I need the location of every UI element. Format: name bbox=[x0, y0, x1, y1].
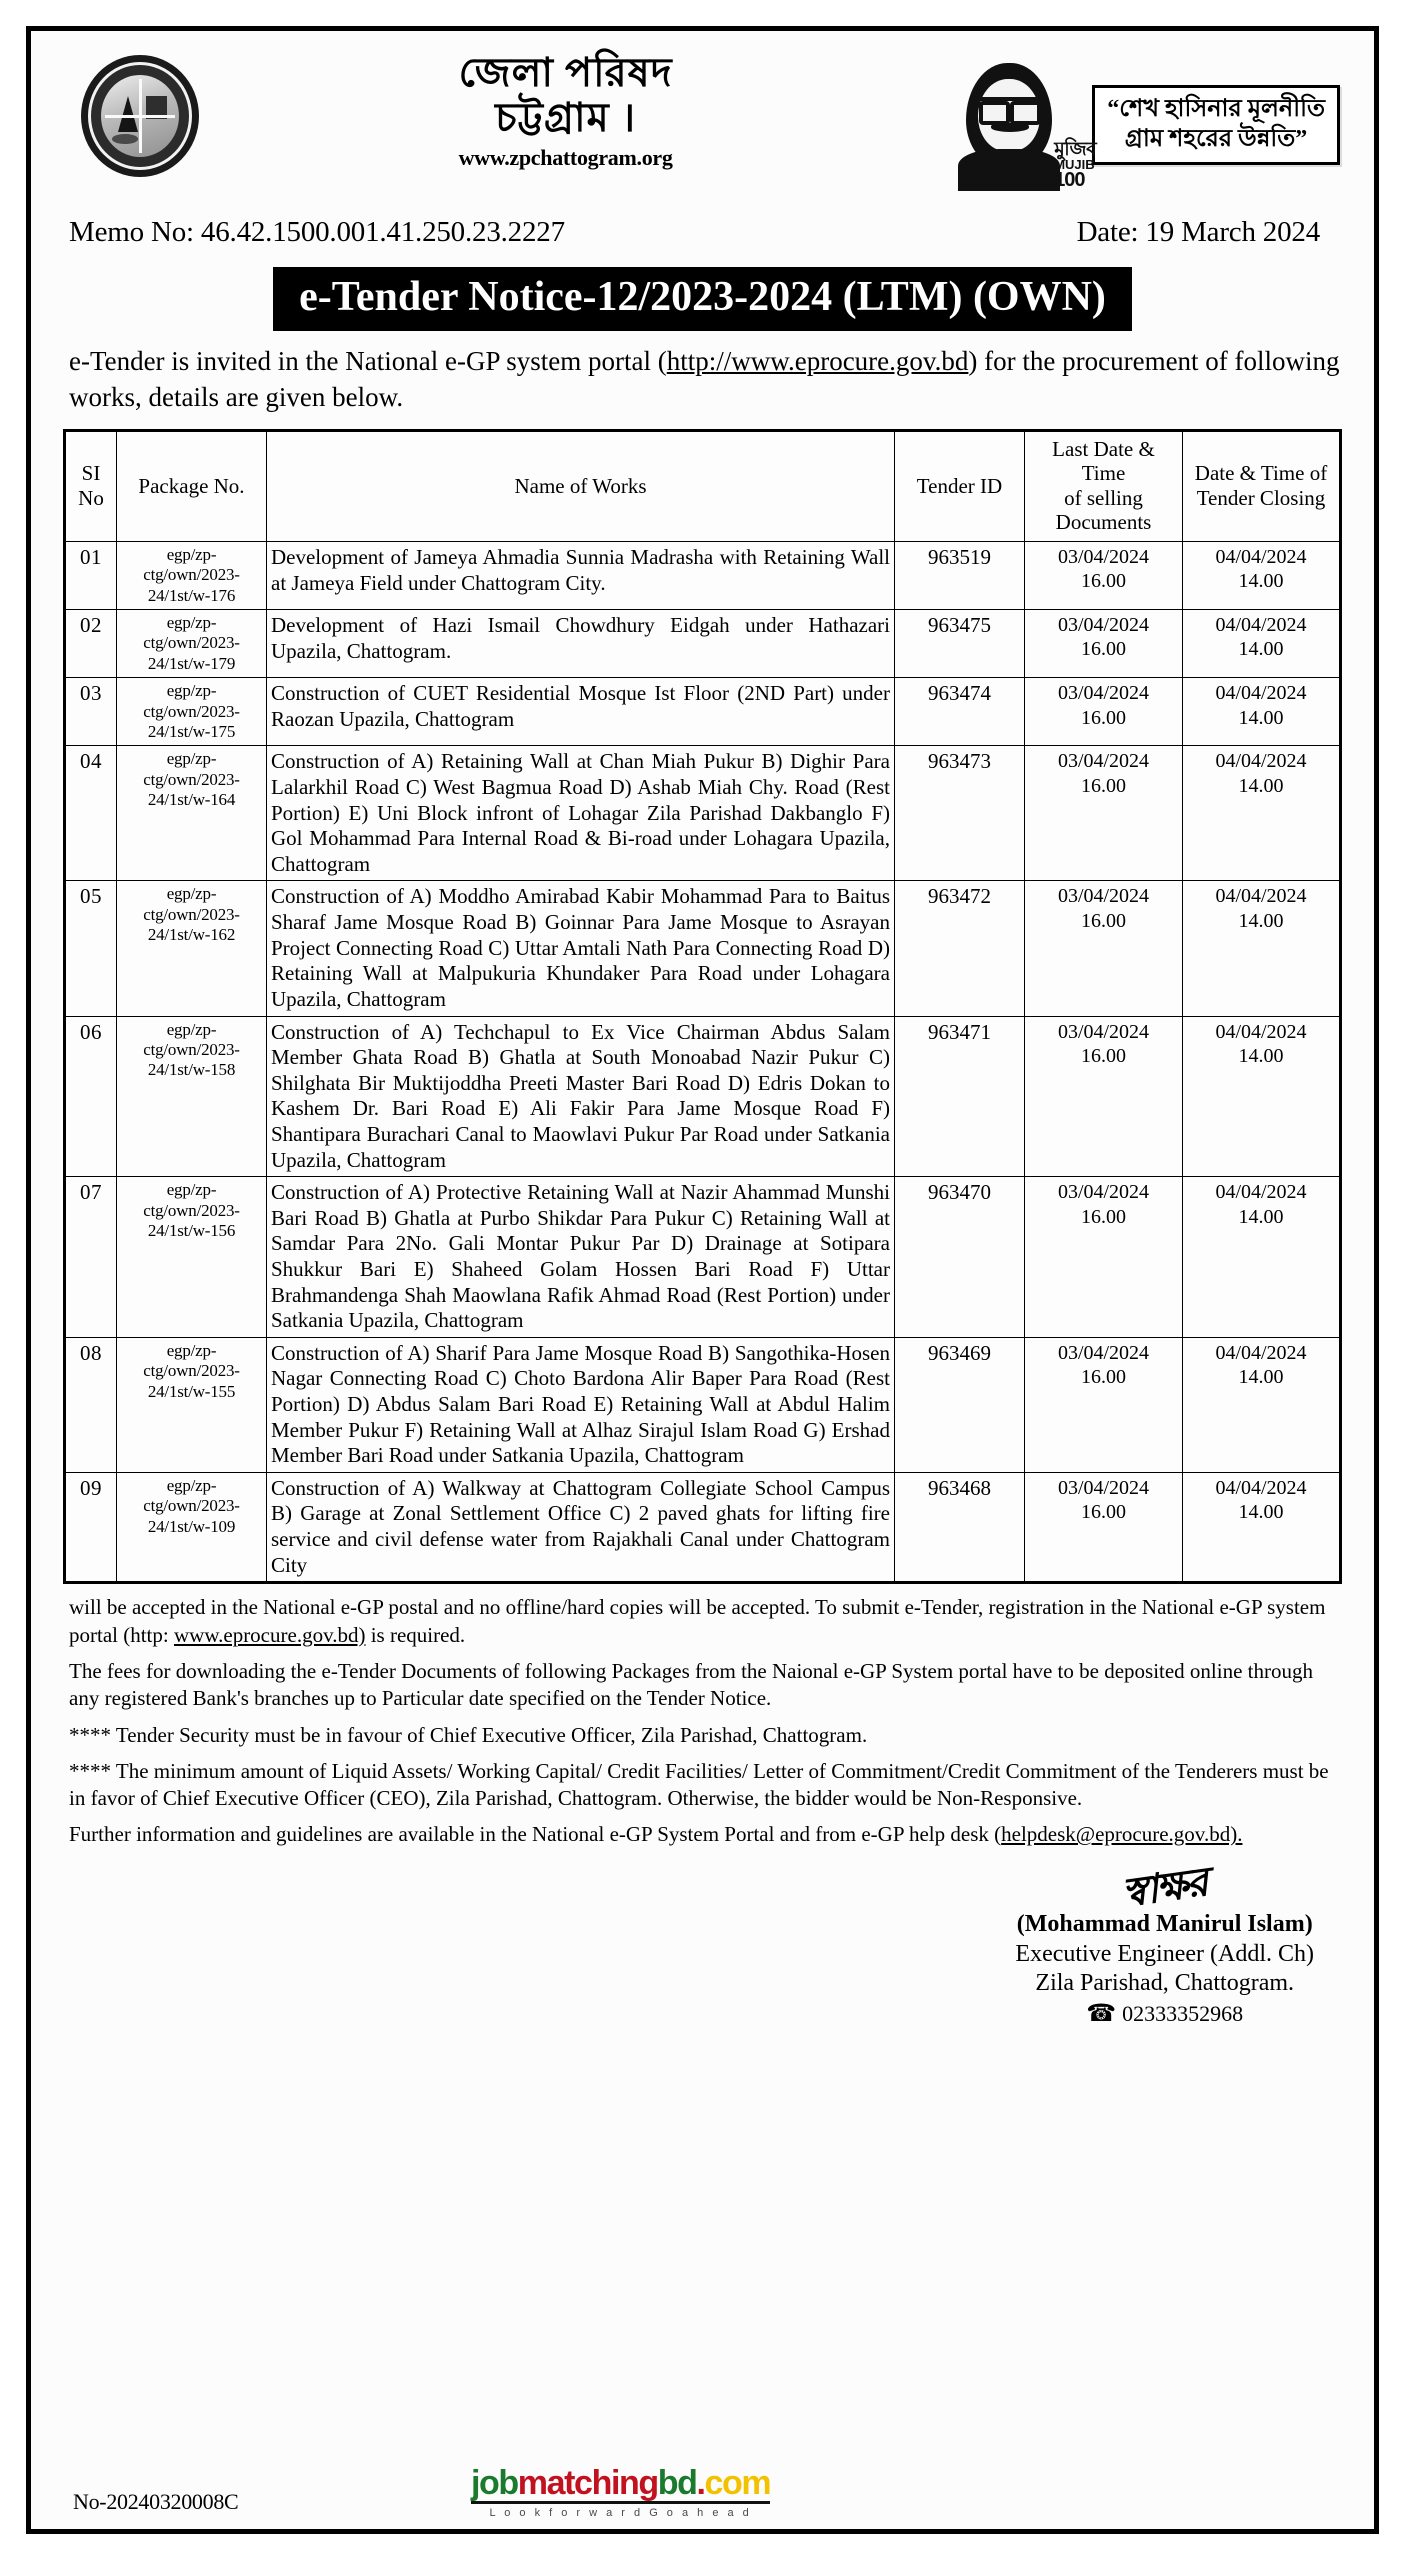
cell-package: egp/zp-ctg/own/2023-24/1st/w-162 bbox=[117, 881, 267, 1016]
jobmatchingbd-logo[interactable] bbox=[471, 2466, 770, 2519]
slogan-line2: গ্রাম শহরের উন্নতি” bbox=[1124, 126, 1308, 152]
col-header-sl-l1: SI bbox=[81, 461, 101, 486]
col-header-last-l1: Last Date & Time bbox=[1052, 437, 1155, 486]
cell-package: egp/zp-ctg/own/2023-24/1st/w-158 bbox=[117, 1016, 267, 1177]
cell-tender-id: 963473 bbox=[895, 746, 1025, 881]
cell-package: egp/zp-ctg/own/2023-24/1st/w-176 bbox=[117, 541, 267, 609]
cell-last-time-value: 16.00 bbox=[1081, 909, 1126, 932]
cell-sl: 01 bbox=[65, 541, 117, 609]
intro-pre: e-Tender is invited in the National e-GP system portal ( bbox=[69, 346, 667, 376]
cell-close-date-value: 04/04/2024 bbox=[1215, 1020, 1307, 1043]
cell-package: egp/zp-ctg/own/2023-24/1st/w-179 bbox=[117, 610, 267, 678]
note-5-pre: Further information and guidelines are available in the National e-GP System Portal and from e-GP help desk ( bbox=[69, 1822, 1002, 1847]
cell-package: egp/zp-ctg/own/2023-24/1st/w-175 bbox=[117, 678, 267, 746]
cell-last-time-value: 16.00 bbox=[1081, 638, 1126, 661]
note-2: The fees for downloading the e-Tender Documents of following Packages from the Naional e-GP System portal have to be deposited online through any registered Bank's branches up to Particular date specified on the Tender Notice. bbox=[69, 1658, 1314, 1711]
cell-close-time-value: 14.00 bbox=[1238, 570, 1284, 593]
cell-sl: 02 bbox=[65, 610, 117, 678]
cell-close-date-value: 04/04/2024 bbox=[1215, 885, 1307, 908]
note-1-pre: will be accepted in the National e-GP postal and no offline/hard copies will be accepted. To submit e-Tender, registration in the National e-GP system portal (http: bbox=[69, 1595, 1326, 1647]
col-header-last-l2: of selling bbox=[1064, 485, 1143, 510]
cell-last-date-value: 03/04/2024 bbox=[1057, 1341, 1150, 1364]
cell-package: egp/zp-ctg/own/2023-24/1st/w-109 bbox=[117, 1472, 267, 1582]
signatory-name: (Mohammad Manirul Islam) bbox=[1016, 1911, 1313, 1938]
cell-package: egp/zp-ctg/own/2023-24/1st/w-156 bbox=[117, 1177, 267, 1338]
helpdesk-email-link[interactable]: helpdesk@eprocure.gov.bd). bbox=[1001, 1822, 1243, 1847]
logo-part-com: com bbox=[704, 2464, 771, 2502]
cell-closing-date bbox=[1183, 541, 1341, 609]
zila-parishad-seal-icon bbox=[81, 55, 199, 177]
cell-last-date-value: 03/04/2024 bbox=[1057, 545, 1150, 568]
note-1-post: is required. bbox=[365, 1622, 466, 1647]
cell-last-time-value: 16.00 bbox=[1081, 706, 1126, 729]
table-header-row bbox=[65, 431, 1341, 542]
cell-close-date-value: 04/04/2024 bbox=[1215, 1181, 1307, 1204]
cell-last-time-value: 16.00 bbox=[1081, 1205, 1126, 1228]
cell-last-time-value: 16.00 bbox=[1081, 1501, 1126, 1524]
memo-number: Memo No: 46.42.1500.001.41.250.23.2227 bbox=[69, 216, 565, 248]
cell-close-time-value: 14.00 bbox=[1238, 909, 1284, 932]
mujib-logo-number: 100 bbox=[1054, 169, 1085, 191]
col-header-sl-l2: No bbox=[78, 485, 104, 510]
cell-close-date-value: 04/04/2024 bbox=[1215, 750, 1307, 773]
signature-area bbox=[51, 1858, 1354, 2529]
intro-paragraph bbox=[51, 331, 1354, 415]
cell-name-of-works: Construction of A) Moddho Amirabad Kabir Mohammad Para to Baitus Sharaf Jame Mosque Road B) Goinnar Para Jame Mosque to Asrayan Project Connecting Road C) Uttar Amtali Nath Para Connecting Road D) Retaining Wall at Malpukuria Khundaker Para Road under Lohagara Upazila, Chattogram bbox=[267, 881, 895, 1016]
slogan-box bbox=[1092, 85, 1340, 165]
table-row bbox=[65, 541, 1341, 609]
table-row bbox=[65, 610, 1341, 678]
cell-last-date bbox=[1025, 881, 1183, 1016]
cell-close-date-value: 04/04/2024 bbox=[1215, 1476, 1307, 1499]
cell-tender-id: 963519 bbox=[895, 541, 1025, 609]
col-header-tender-id: Tender ID bbox=[895, 431, 1025, 542]
cell-close-date-value: 04/04/2024 bbox=[1215, 614, 1307, 637]
col-header-closing-date bbox=[1183, 431, 1341, 542]
org-name-bn-line1: জেলা পরিষদ bbox=[458, 50, 673, 95]
notes-section bbox=[51, 1584, 1354, 1857]
cell-last-time-value: 16.00 bbox=[1081, 774, 1126, 797]
note-3: **** Tender Security must be in favour of Chief Executive Officer, Zila Parishad, Chattogram. bbox=[69, 1722, 868, 1747]
signatory-phone bbox=[1015, 2000, 1314, 2029]
cell-tender-id: 963472 bbox=[895, 881, 1025, 1016]
cell-name-of-works: Development of Jameya Ahmadia Sunnia Madrasha with Retaining Wall at Jameya Field under Chattogram City. bbox=[267, 541, 895, 609]
cell-name-of-works: Construction of A) Protective Retaining Wall at Nazir Ahammad Munshi Bari Road B) Ghatla at Purbo Shikdar Para Pukur C) Retaining Wall at Samdar Para 2No. Gali Montar Pukur Par D) Drainage at Sotipara Shukkur Bari E) Shaheed Golam Hossen Bari Road F) Uttar Brahmandenga Shah Maowlana Rafik Ahmad Road (Rest Portion) under Satkania Upazila, Chattogram bbox=[267, 1177, 895, 1338]
col-header-close-l2: Tender Closing bbox=[1196, 485, 1326, 510]
notice-sheet bbox=[26, 26, 1379, 2534]
cell-last-time-value: 16.00 bbox=[1081, 570, 1126, 593]
telephone-icon: ☎ bbox=[1086, 2001, 1117, 2028]
cell-close-date-value: 04/04/2024 bbox=[1215, 682, 1307, 705]
tender-table-wrap bbox=[51, 415, 1354, 1584]
cell-last-date bbox=[1025, 1472, 1183, 1582]
organization-title-block bbox=[199, 51, 952, 171]
cell-close-date-value: 04/04/2024 bbox=[1215, 545, 1307, 568]
table-row bbox=[65, 678, 1341, 746]
cell-last-date-value: 03/04/2024 bbox=[1057, 614, 1150, 637]
handwritten-signature-icon: স্বাক্ষর bbox=[1119, 1859, 1210, 1916]
col-header-package: Package No. bbox=[117, 431, 267, 542]
table-row bbox=[65, 1177, 1341, 1338]
cell-sl: 03 bbox=[65, 678, 117, 746]
cell-last-date bbox=[1025, 610, 1183, 678]
cell-sl: 04 bbox=[65, 746, 117, 881]
logo-part-matching: matching bbox=[517, 2464, 658, 2502]
memo-date: Date: 19 March 2024 bbox=[1076, 216, 1320, 248]
cell-tender-id: 963475 bbox=[895, 610, 1025, 678]
cell-package: egp/zp-ctg/own/2023-24/1st/w-164 bbox=[117, 746, 267, 881]
document-number: No-20240320008C bbox=[73, 2489, 239, 2514]
page-title: e-Tender Notice-12/2023-2024 (LTM) (OWN) bbox=[273, 267, 1132, 331]
table-row bbox=[65, 1472, 1341, 1582]
cell-close-time-value: 14.00 bbox=[1238, 1044, 1284, 1067]
cell-sl: 06 bbox=[65, 1016, 117, 1177]
note-5 bbox=[69, 1821, 1338, 1848]
cell-name-of-works: Development of Hazi Ismail Chowdhury Eidgah under Hathazari Upazila, Chattogram. bbox=[267, 610, 895, 678]
logo-part-dot: . bbox=[696, 2464, 705, 2502]
cell-sl: 09 bbox=[65, 1472, 117, 1582]
cell-tender-id: 963469 bbox=[895, 1337, 1025, 1472]
col-header-name-of-works: Name of Works bbox=[267, 431, 895, 542]
cell-last-date bbox=[1025, 746, 1183, 881]
cell-closing-date bbox=[1183, 678, 1341, 746]
note-4: **** The minimum amount of Liquid Assets/ Working Capital/ Credit Facilities/ Letter of Commitment/Credit Commitment of the Tenderers must be in favor of Chief Executive Officer (CEO), Zila Parishad, Chattogram. Otherwise, the bidder would be Non-Responsive. bbox=[69, 1758, 1329, 1811]
cell-close-date-value: 04/04/2024 bbox=[1215, 1341, 1307, 1364]
col-header-close-l1: Date & Time of bbox=[1194, 461, 1328, 486]
cell-last-time-value: 16.00 bbox=[1081, 1044, 1126, 1067]
cell-name-of-works: Construction of A) Sharif Para Jame Mosque Road B) Sangothika-Hosen Nagar Connecting Road C) Choto Bardona Alir Baper Para Road (Rest Portion) D) Abdus Salam Bari Road E) Retaining Wall at Abdul Halim Member Pukur F) Retaining Wall at Alhaz Sirajul Islam Road G) Ershad Member Bari Road under Satkania Upazila, Chattogram bbox=[267, 1337, 895, 1472]
cell-last-time-value: 16.00 bbox=[1081, 1366, 1126, 1389]
cell-last-date bbox=[1025, 1337, 1183, 1472]
org-website: www.zpchattogram.org bbox=[458, 144, 673, 170]
cell-name-of-works: Construction of CUET Residential Mosque Ist Floor (2ND Part) under Raozan Upazila, Chattogram bbox=[267, 678, 895, 746]
cell-sl: 05 bbox=[65, 881, 117, 1016]
cell-close-time-value: 14.00 bbox=[1238, 1205, 1284, 1228]
cell-package: egp/zp-ctg/own/2023-24/1st/w-155 bbox=[117, 1337, 267, 1472]
notice-title-wrap bbox=[51, 267, 1354, 331]
logo-part-bd: bd bbox=[657, 2464, 697, 2502]
cell-last-date bbox=[1025, 1016, 1183, 1177]
col-header-last-date bbox=[1025, 431, 1183, 542]
table-row bbox=[65, 746, 1341, 881]
signatory-office: Zila Parishad, Chattogram. bbox=[1035, 1970, 1295, 1997]
cell-closing-date bbox=[1183, 1016, 1341, 1177]
cell-name-of-works: Construction of A) Techchapul to Ex Vice Chairman Abdus Salam Member Ghata Road B) Ghatla at South Monoabad Nazir Pukur C) Shilghata Bir Muktijoddha Preeti Master Bari Road D) Edris Dokan to Kashem Dr. Bari Road E) Ali Fakir Para Jame Mosque Road F) Shantipara Burachari Canal to Maowlavi Pukur Par Road under Satkania Upazila, Chattogram bbox=[267, 1016, 895, 1177]
tender-table-body bbox=[65, 541, 1341, 1582]
col-header-sl bbox=[65, 431, 117, 542]
slogan-line1: “শেখ হাসিনার মূলনীতি bbox=[1107, 96, 1325, 122]
cell-closing-date bbox=[1183, 1177, 1341, 1338]
cell-closing-date bbox=[1183, 881, 1341, 1016]
cell-close-time-value: 14.00 bbox=[1238, 1366, 1284, 1389]
jobmatchingbd-wordmark bbox=[471, 2466, 770, 2504]
mujib-logo-en: MUJIB bbox=[1054, 156, 1095, 172]
table-row bbox=[65, 881, 1341, 1016]
cell-last-date-value: 03/04/2024 bbox=[1057, 1020, 1150, 1043]
jobmatchingbd-tagline: L o o k f o r w a r d G o a h e a d bbox=[489, 2507, 752, 2519]
cell-close-time-value: 14.00 bbox=[1238, 706, 1284, 729]
cell-sl: 08 bbox=[65, 1337, 117, 1472]
tender-table bbox=[63, 429, 1342, 1584]
cell-tender-id: 963474 bbox=[895, 678, 1025, 746]
note-1 bbox=[69, 1594, 1338, 1649]
logo-part-job: job bbox=[471, 2464, 518, 2502]
eprocure-link-2[interactable]: www.eprocure.gov.bd) bbox=[173, 1622, 366, 1647]
signatory-designation: Executive Engineer (Addl. Ch) bbox=[1015, 1940, 1314, 1967]
cell-close-time-value: 14.00 bbox=[1238, 638, 1284, 661]
cell-close-time-value: 14.00 bbox=[1238, 774, 1284, 797]
cell-closing-date bbox=[1183, 746, 1341, 881]
signature-block bbox=[1015, 1859, 1314, 2030]
cell-closing-date bbox=[1183, 610, 1341, 678]
cell-name-of-works: Construction of A) Walkway at Chattogram Collegiate School Campus B) Garage at Zonal Settlement Office C) 2 paved ghats for lifting fire service and civil defense water from Rajakhali Canal under Chattogram City bbox=[267, 1472, 895, 1582]
cell-sl: 07 bbox=[65, 1177, 117, 1338]
memo-row bbox=[51, 210, 1354, 249]
cell-last-date-value: 03/04/2024 bbox=[1057, 1181, 1150, 1204]
cell-last-date-value: 03/04/2024 bbox=[1057, 1476, 1150, 1499]
cell-last-date-value: 03/04/2024 bbox=[1057, 750, 1150, 773]
cell-name-of-works: Construction of A) Retaining Wall at Chan Miah Pukur B) Dighir Para Lalarkhil Road C) West Bagmua Road D) Ashab Miah Chy. Road (Rest Portion) E) Uni Block infront of Lohagar Zila Parishad Dakbanglo F) Gol Mohammad Para Internal Road & Bi-road under Lohagara Upazila, Chattogram bbox=[267, 746, 895, 881]
cell-close-time-value: 14.00 bbox=[1238, 1501, 1284, 1524]
mujib-100-portrait-icon bbox=[952, 57, 1097, 192]
cell-tender-id: 963471 bbox=[895, 1016, 1025, 1177]
cell-tender-id: 963470 bbox=[895, 1177, 1025, 1338]
table-row bbox=[65, 1337, 1341, 1472]
document-header bbox=[51, 45, 1354, 210]
phone-number: 02333352968 bbox=[1122, 2001, 1244, 2027]
cell-closing-date bbox=[1183, 1472, 1341, 1582]
cell-tender-id: 963468 bbox=[895, 1472, 1025, 1582]
mujib-logo-bn: মুজিব bbox=[1054, 138, 1097, 160]
cell-last-date bbox=[1025, 678, 1183, 746]
cell-last-date-value: 03/04/2024 bbox=[1057, 682, 1150, 705]
intro-post: ) for the procurement of following works, details are given below. bbox=[69, 346, 1340, 413]
org-name-bn-line2: চট্টগ্রাম । bbox=[495, 94, 637, 140]
eprocure-link[interactable]: http://www.eprocure.gov.bd bbox=[666, 346, 969, 376]
cell-last-date bbox=[1025, 1177, 1183, 1338]
cell-last-date bbox=[1025, 541, 1183, 609]
cell-last-date-value: 03/04/2024 bbox=[1057, 885, 1150, 908]
col-header-last-l3: Documents bbox=[1055, 509, 1152, 534]
cell-closing-date bbox=[1183, 1337, 1341, 1472]
table-row bbox=[65, 1016, 1341, 1177]
